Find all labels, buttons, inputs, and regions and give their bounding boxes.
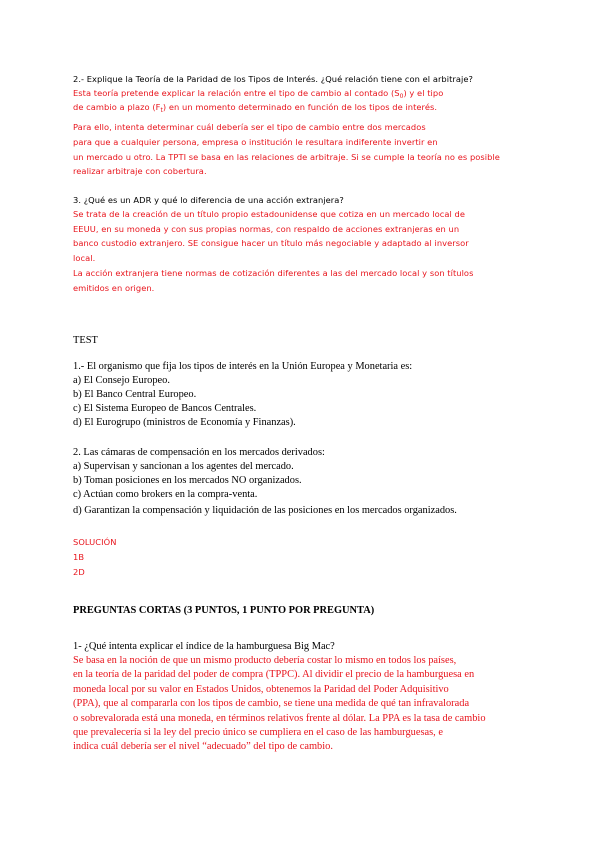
short-questions-heading: PREGUNTAS CORTAS (3 PUNTOS, 1 PUNTO POR PREGUNTA) (73, 605, 375, 616)
solution-label: SOLUCIÓN (73, 537, 117, 547)
short-answer-line-6: que prevalecería si la ley del precio único se cumpliera en el caso de las hamburguesas, e (73, 727, 443, 738)
question-2-answer-line-3: Para ello, intenta determinar cuál debería ser el tipo de cambio entre dos mercados (73, 122, 426, 132)
test-question-1-option-c: c) El Sistema Europeo de Bancos Centrales. (73, 403, 257, 414)
solution-answer-2: 2D (73, 567, 85, 577)
short-answer-line-2: en la teoría de la paridad del poder de compra (TPPC). Al dividir el precio de la hamburguesa en (73, 669, 475, 680)
test-question-1-option-b: b) El Banco Central Europeo. (73, 389, 197, 400)
question-3-answer-line-1: Se trata de la creación de un título propio estadounidense que cotiza en un mercado local de (73, 209, 465, 219)
question-3-answer-line-6: emitidos en origen. (73, 283, 155, 293)
test-heading: TEST (73, 335, 98, 346)
short-answer-line-3: moneda local por su valor en Estados Unidos, obtenemos la Paridad del Poder Adquisitivo (73, 684, 449, 695)
short-answer-line-7: indica cuál debería ser el nivel “adecuado” del tipo de cambio. (73, 741, 333, 752)
short-answer-line-4: (PPA), que al compararla con los tipos de cambio, se tiene una medida de qué tan infravalorada (73, 698, 470, 709)
question-2-title: 2.- Explique la Teoría de la Paridad de los Tipos de Interés. ¿Qué relación tiene con el arbitraje? (73, 74, 473, 84)
test-question-2-option-d: d) Garantizan la compensación y liquidación de las posiciones en los mercados organizados. (73, 505, 457, 516)
test-question-1-option-d: d) El Eurogrupo (ministros de Economía y Finanzas). (73, 417, 296, 428)
short-answer-line-1: Se basa en la noción de que un mismo producto debería costar lo mismo en todos los países, (73, 655, 457, 666)
solution-answer-1: 1B (73, 552, 85, 562)
question-2-answer-line-2: de cambio a plazo $(F_t)$ en un momento determinado en función de los tipos de interés. (73, 102, 438, 114)
question-2-answer-line-5: un mercado u otro. La TPTI se basa en las relaciones de arbitraje. Si se cumple la teoría no es posible (73, 152, 500, 162)
short-answer-line-5: o sobrevalorada está una moneda, en términos relativos frente al dólar. La PPA es la tasa de cambio (73, 713, 486, 724)
question-3-title: 3. ¿Qué es un ADR y qué lo diferencia de una acción extranjera? (73, 195, 344, 205)
question-3-answer-line-3: banco custodio extranjero. SE consigue hacer un título más negociable y adaptado al inversor (73, 238, 469, 248)
question-3-answer-line-2: EEUU, en su moneda y con sus propias normas, con respaldo de acciones extranjeras en un (73, 224, 460, 234)
test-question-2-option-b: b) Toman posiciones en los mercados NO organizados. (73, 475, 302, 486)
test-question-1: 1.- El organismo que fija los tipos de interés en la Unión Europea y Monetaria es: (73, 361, 413, 372)
question-2-answer-line-1: Esta teoría pretende explicar la relación entre el tipo de cambio al contado $(S_0)$ y el tipo (73, 88, 444, 100)
question-3-answer-line-5: La acción extranjera tiene normas de cotización diferentes a las del mercado local y son títulos (73, 268, 474, 278)
question-2-answer-line-6: realizar arbitraje con cobertura. (73, 166, 207, 176)
question-2-answer-line-4: para que a cualquier persona, empresa o institución le resultara indiferente invertir en (73, 137, 438, 147)
test-question-1-option-a: a) El Consejo Europeo. (73, 375, 170, 386)
test-question-2: 2. Las cámaras de compensación en los mercados derivados: (73, 447, 325, 458)
test-question-2-option-a: a) Supervisan y sancionan a los agentes del mercado. (73, 461, 294, 472)
question-3-answer-line-4: local. (73, 253, 96, 263)
test-question-2-option-c: c) Actúan como brokers en la compra-venta. (73, 489, 258, 500)
short-question-1: 1- ¿Qué intenta explicar el índice de la hamburguesa Big Mac? (73, 641, 335, 652)
